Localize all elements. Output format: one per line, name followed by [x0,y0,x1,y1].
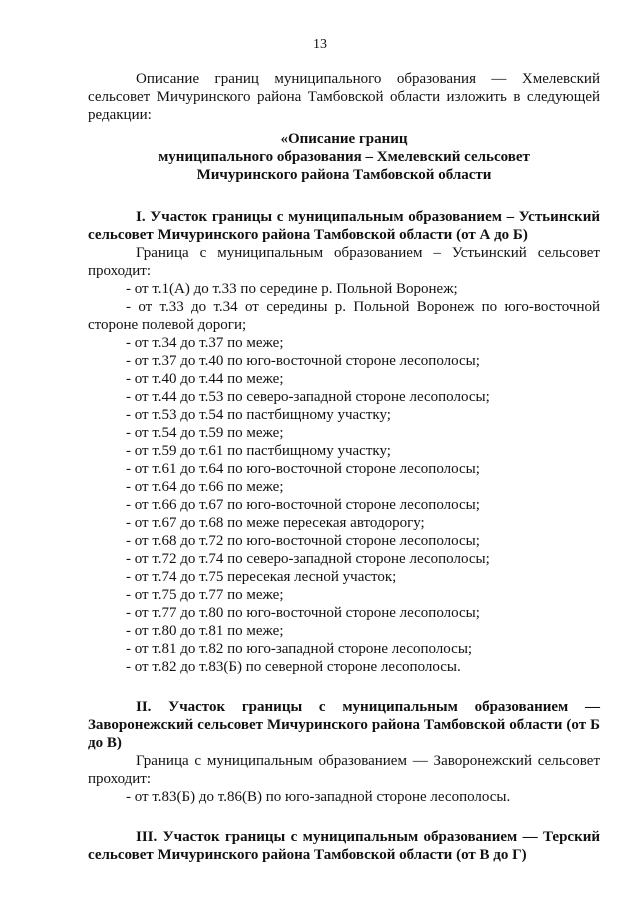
intro-paragraph: Описание границ муниципального образования — Хмелевский сельсовет Мичуринского района Тамбовской области изложить в следующей редакции: [88,71,600,123]
list-item: - от т.44 до т.53 по северо-западной стороне лесополосы; [126,389,490,405]
list-item: - от т.66 до т.67 по юго-восточной стороне лесополосы; [126,497,480,513]
list-item: - от т.40 до т.44 по меже; [126,371,284,387]
list-item: - от т.54 до т.59 по меже; [126,425,284,441]
list-item: - от т.53 до т.54 по пастбищному участку; [126,407,391,423]
list-item: - от т.34 до т.37 по меже; [126,335,284,351]
section-3 [88,828,600,864]
document-title [88,130,600,184]
section-2-title: II. Участок границы с муниципальным образованием — Заворонежский сельсовет Мичуринского района Тамбовской области (от Б до В) [88,699,600,751]
section-1-list [88,280,600,676]
list-item: - от т.77 до т.80 по юго-восточной стороне лесополосы; [126,605,480,621]
list-item: - от т.59 до т.61 по пастбищному участку; [126,443,391,459]
list-item: - от т.72 до т.74 по северо-западной стороне лесополосы; [126,551,490,567]
list-item: - от т.37 до т.40 по юго-восточной стороне лесополосы; [126,353,480,369]
list-item: - от т.74 до т.75 пересекая лесной участок; [126,569,397,585]
section-1-lead: Граница с муниципальным образованием – Устьинский сельсовет проходит: [88,245,600,279]
page-number: 13 [313,37,327,52]
document-title-line-1: «Описание границ [280,131,408,147]
list-item: - от т.82 до т.83(Б) по северной стороне лесополосы. [126,659,461,675]
list-item: - от т.61 до т.64 по юго-восточной стороне лесополосы; [126,461,480,477]
list-item: - от т.1(А) до т.33 по середине р. Польной Воронеж; [126,281,458,297]
list-item: - от т.64 до т.66 по меже; [126,479,284,495]
list-item: - от т.81 до т.82 по юго-западной стороне лесополосы; [126,641,473,657]
document-title-line-3: Мичуринского района Тамбовской области [196,167,492,183]
section-2 [88,698,600,806]
list-item: - от т.75 до т.77 по меже; [126,587,284,603]
section-1-title: I. Участок границы с муниципальным образованием – Устьинский сельсовет Мичуринского района Тамбовской области (от А до Б) [88,209,600,243]
document-body [88,70,600,864]
list-item: - от т.33 до т.34 от середины р. Польной Воронеж по юго-восточной стороне полевой дороги; [88,299,600,333]
section-2-lead: Граница с муниципальным образованием — Заворонежский сельсовет проходит: [88,753,600,787]
list-item: - от т.83(Б) до т.86(В) по юго-западной стороне лесополосы. [126,789,511,805]
list-item: - от т.80 до т.81 по меже; [126,623,284,639]
section-3-title: III. Участок границы с муниципальным образованием — Терский сельсовет Мичуринского района Тамбовской области (от В до Г) [88,829,600,863]
section-1 [88,208,600,676]
document-title-line-2: муниципального образования – Хмелевский сельсовет [158,149,530,165]
list-item: - от т.68 до т.72 по юго-восточной стороне лесополосы; [126,533,480,549]
section-2-list [88,788,600,806]
list-item: - от т.67 до т.68 по меже пересекая автодорогу; [126,515,425,531]
